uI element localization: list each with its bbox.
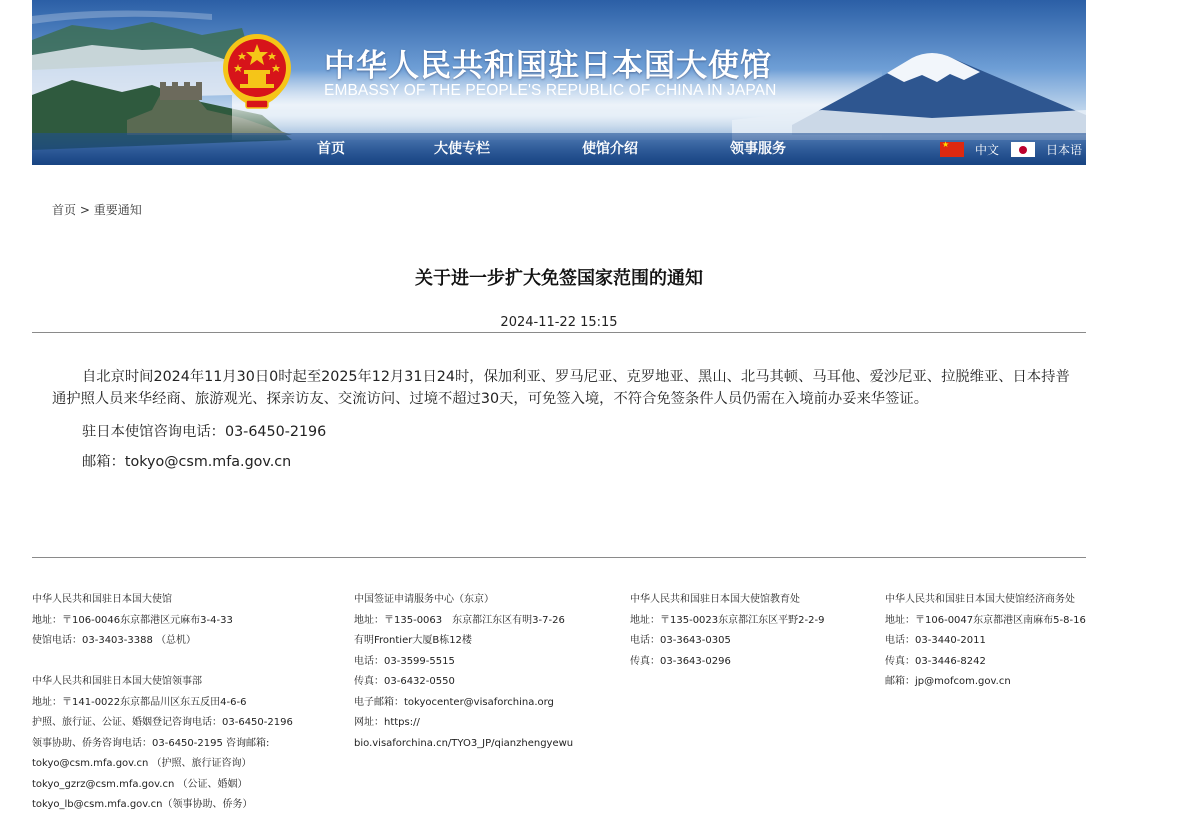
site-title-en: EMBASSY OF THE PEOPLE'S REPUBLIC OF CHINA IN JAPAN xyxy=(324,82,777,99)
breadcrumb xyxy=(52,201,142,218)
footer-line: 有明Frontier大厦B栋12楼 xyxy=(354,635,472,646)
footer-line: 中华人民共和国驻日本国大使馆 xyxy=(32,594,172,605)
footer-email-link[interactable]: 邮箱：jp@mofcom.gov.cn xyxy=(885,676,1011,687)
article-date: 2024-11-22 15:15 xyxy=(500,315,618,330)
footer-col-visa-center xyxy=(354,590,573,754)
nav-home[interactable]: 首页 xyxy=(317,141,345,157)
footer-block xyxy=(354,590,573,754)
nav-ambassador-column[interactable]: 大使专栏 xyxy=(434,141,490,157)
footer-line: 传真：03-6432-0550 xyxy=(354,676,455,687)
footer-email-link[interactable]: tokyo@csm.mfa.gov.cn （护照、旅行证咨询） xyxy=(32,758,252,769)
lang-japanese-label: 日本语 xyxy=(1046,143,1083,157)
japan-flag-icon xyxy=(1011,142,1035,157)
nav-embassy-intro[interactable]: 使馆介绍 xyxy=(582,141,638,157)
footer-col-commerce xyxy=(885,590,1086,693)
header-banner xyxy=(32,0,1086,165)
breadcrumb-separator: > xyxy=(79,203,90,217)
footer-line: 地址：〒135-0063 东京都江东区有明3-7-26 xyxy=(354,614,565,626)
footer-col-embassy xyxy=(32,590,293,816)
footer-col-education xyxy=(630,590,824,672)
footer-line: 传真：03-3446-8242 xyxy=(885,655,986,667)
footer-line: 中华人民共和国驻日本国大使馆教育处 xyxy=(630,594,800,605)
footer-website-link[interactable]: bio.visaforchina.cn/TYO3_JP/qianzhengyewu xyxy=(354,737,574,749)
footer-line: 护照、旅行证、公证、婚姻登记咨询电话：03-6450-2196 xyxy=(32,717,293,728)
article-email: 邮箱：tokyo@csm.mfa.gov.cn xyxy=(82,454,292,470)
footer-email-link[interactable]: tokyo_lb@csm.mfa.gov.cn（领事协助、侨务） xyxy=(32,799,253,810)
footer-line: 传真：03-3643-0296 xyxy=(630,655,731,667)
footer-line: 领事协助、侨务咨询电话：03-6450-2195 咨询邮箱: xyxy=(32,737,270,749)
site-title-cn: 中华人民共和国驻日本国大使馆 xyxy=(324,48,772,84)
footer-line: 电话：03-3643-0305 xyxy=(630,635,731,646)
article-paragraph: 自北京时间2024年11月30日0时起至2025年12月31日24时，保加利亚、罗马尼亚、克罗地亚、黑山、北马其顿、马耳他、爱沙尼亚、拉脱维亚、日本持普通护照人员来华经商、旅游观光、探亲访友、交流访问、过境不超过30天，可免签入境，不符合免签条件人员仍需在入境前办妥来华签证。 xyxy=(52,369,1070,407)
lang-chinese-label: 中文 xyxy=(975,143,1000,157)
footer-block xyxy=(630,590,824,672)
breadcrumb-current[interactable]: 重要通知 xyxy=(93,203,142,217)
footer-line: 网址：https:// xyxy=(354,717,420,728)
lang-japanese[interactable] xyxy=(1011,141,1082,158)
footer-email-link[interactable]: 电子邮箱：tokyocenter@visaforchina.org xyxy=(354,696,554,708)
nav-consular-services[interactable]: 领事服务 xyxy=(730,141,786,157)
footer-line: 地址：〒141-0022东京都品川区东五反田4-6-6 xyxy=(32,696,247,708)
footer-line: 使馆电话：03-3403-3388 （总机） xyxy=(32,635,197,646)
footer-line: 中国签证申请服务中心（东京） xyxy=(354,594,494,605)
footer-line: 中华人民共和国驻日本国大使馆经济商务处 xyxy=(885,594,1075,605)
footer-line: 中华人民共和国驻日本国大使馆领事部 xyxy=(32,676,202,687)
article-body xyxy=(52,366,1072,477)
footer-block xyxy=(885,590,1086,693)
footer-line: 地址：〒106-0047东京都港区南麻布5-8-16 xyxy=(885,614,1086,626)
footer-line: 地址：〒135-0023东京都江东区平野2-2-9 xyxy=(630,614,825,626)
footer-block xyxy=(32,590,293,652)
china-flag-icon xyxy=(940,142,964,157)
article-title: 关于进一步扩大免签国家范围的通知 xyxy=(415,268,703,289)
lang-chinese[interactable] xyxy=(940,141,999,158)
article-phone: 驻日本使馆咨询电话：03-6450-2196 xyxy=(82,424,327,440)
footer-email-link[interactable]: tokyo_gzrz@csm.mfa.gov.cn （公证、婚姻） xyxy=(32,778,248,790)
footer-block xyxy=(32,672,293,816)
footer-line: 电话：03-3599-5515 xyxy=(354,655,455,667)
title-divider xyxy=(32,332,1086,333)
main-nav xyxy=(32,133,1086,165)
footer-divider xyxy=(32,557,1086,558)
national-emblem-icon xyxy=(220,30,294,110)
footer-line: 电话：03-3440-2011 xyxy=(885,635,986,646)
breadcrumb-home[interactable]: 首页 xyxy=(52,203,77,217)
footer-line: 地址：〒106-0046东京都港区元麻布3-4-33 xyxy=(32,614,233,626)
